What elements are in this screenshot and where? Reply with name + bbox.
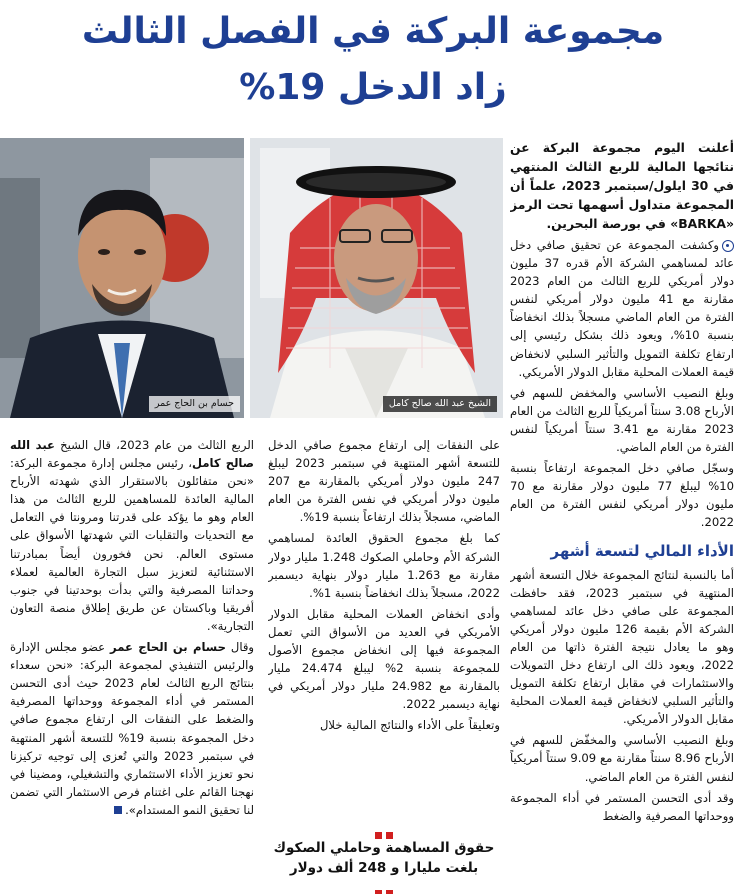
bullet-globe-icon	[722, 240, 734, 252]
paragraph-ceo-quote	[10, 638, 254, 819]
pull-quote-text	[268, 838, 500, 878]
paragraph-continuation: وقد أدى التحسن المستمر في أداء المجموعة ووحداتها المصرفية والضغط	[510, 790, 734, 823]
portrait-hussam-illustration	[0, 138, 244, 418]
paragraph-nine-months: أما بالنسبة لنتائج المجموعة خلال التسعة أشهر المنتهية في سبتمبر 2023، فقد حافظت المجموعة على صافي دخل عائد لمساهمي الشركة الأم بقيمة 126 مليون دولار أمريكي وهو ما يعادل نتيجة الفترة ذاتها من العام 2022، ويعود ذلك الى ارتفاع دخل التمويلات والاستثمارات في مقابل ارتفاع تكلفة التمويل والتأثير السلبي لانخفاض قيمة العملات المحلية مقابل الدولار الأمريكي.	[510, 567, 734, 727]
caption-sheikh: الشيخ عبد الله صالح كامل	[383, 396, 497, 412]
paragraph-total-assets: وأدى انخفاض العملات المحلية مقابل الدولار الأمريكي في العديد من الأسواق التي تعمل المجموعة فيها إلى انخفاض مجموع الأصول للمجموعة بنسبة 2% ليبلغ 24.474 مليار بالمقارنة مع 24.982 مليار دولار أمريكي في نهاية ديسمبر 2022.	[268, 606, 500, 712]
pull-quote-bottom-markers	[268, 882, 500, 894]
pull-quote-line-1: حقوق المساهمة وحاملي الصكوك	[273, 840, 495, 856]
chairman-name: عبد الله صالح كامل	[10, 438, 254, 471]
subheading-nine-months: الأداء المالي لتسعة أشهر	[550, 541, 734, 560]
photo-hussam-ben-haj-amor	[0, 138, 244, 418]
pull-quote-line-2: بلغت مليارا و 248 ألف دولار	[289, 860, 479, 876]
article-column-right	[510, 138, 734, 890]
portrait-sheikh-illustration	[250, 138, 503, 418]
chairman-quote-intro: الربع الثالث من عام 2023، قال الشيخ	[60, 438, 254, 452]
paragraph-commenting: وتعليقاً على الأداء والنتائج المالية خلال	[319, 718, 500, 733]
ceo-quote-text: عضو مجلس الإدارة والرئيس التنفيذي لمجموعة البركة: «نحن سعداء بنتائج الربع الثالث لعام 2023 حيث أدى التحسن المستمر في أداء المجموعة ووحداتها المصرفية والضغط على النفقات الى ارتفاع مجموع صافي دخل المجموعة بنسبة 19% للتسعة أشهر المنتهية في سبتمبر 2023 والتي تُعزى إلى توجيه تركيزنا نحو تعزيز الأداء الاستثماري والتشغيلي، ومضينا في نهجنا القائم على اغتنام فرص الاستثمار التي تضمن لنا تحقيق النمو المستدام».	[10, 640, 254, 817]
paragraph-equity-sukuk: كما بلغ مجموع الحقوق العائدة لمساهمي الشركة الأم وحاملي الصكوك 1.248 مليار دولار مقارنة مع 1.263 مليار دولار بنهاية ديسمبر 2022، مسجلاً بذلك انخفاضاً بنسبة 1%.	[268, 531, 500, 600]
paragraph-q3-net-income-text: وكشفت المجموعة عن تحقيق صافي دخل عائد لمساهمي الشركة الأم قدره 37 مليون دولار أمريكي للربع الثالث من العام 2023 مقارنة مع 41 مليون دولار أمريكي لنفس الفترة من العام الماضي مسجلاً بذلك انخفاضاً بنسبة 10%، ويعود ذلك بشكل رئيسي إلى ارتفاع تكلفة التمويل والتأثير السلبي لانخفاض قيمة العملات المحلية مقابل الدولار الأمريكي.	[510, 238, 734, 379]
article-lead: أعلنت اليوم مجموعة البركة عن نتائجها المالية للربع الثالث المنتهي في 30 ايلول/سبتمبر 2023، علماً أن المجموعة متداول أسهمها تحت الرمز «BARKA» في بورصة البحرين.	[510, 140, 734, 231]
paragraph-q3-net-income	[510, 236, 734, 381]
paragraph-q3-group-income: وسجّل صافي دخل المجموعة ارتفاعاً بنسبة 10% ليبلغ 77 مليون دولار مقارنة مع 70 مليون دولار أمريكي لنفس الفترة من العام 2022.	[510, 461, 734, 530]
paragraph-q3-eps: وبلغ النصيب الأساسي والمخفض للسهم في الأرباح 3.08 سنتاً أمريكياً للربع الثالث من العام 2023 مقارنة مع 3.41 سنتاً أمريكياً لنفس الفترة من العام الماضي.	[510, 385, 734, 455]
pull-quote	[268, 826, 500, 894]
paragraph-chairman-quote	[10, 436, 254, 635]
chairman-quote-text: ، رئيس مجلس إدارة مجموعة البركة: «نحن متفائلون بالاستقرار الذي شهدته الأرباح المالية العائدة للمساهمين للربع الثالث من هذا العام وهو ما يؤكد على قدرتنا ومرونتا في التعامل مع التحديات والتقلبات التي شهدتها الأسواق على مستوى العالم. نحن فخورون أيضاً بمبادرتنا الاستثنائية لتعزيز سبل التجارة العالمية لعملاء وحداتنا المصرفية والتي بدأت بوحدتينا في جنوب أفريقيا وباكستان عن طريق إطلاق منصة التعاون التجارية».	[10, 456, 254, 633]
ceo-name: حسام بن الحاج عمر	[110, 640, 226, 655]
article-column-left	[10, 436, 254, 888]
article-column-middle	[268, 436, 500, 826]
photo-sheikh-abdullah	[250, 138, 503, 418]
ceo-quote-intro: وقال	[230, 640, 254, 655]
paragraph-nine-months-net-income: على النفقات إلى ارتفاع مجموع صافي الدخل للتسعة أشهر المنتهية في سبتمبر 2023 ليبلغ 247 مليون دولار أمريكي بالمقارنة مع 207 مليون دولار أمريكي في نفس الفترة من العام الماضي، مسجلاً بذلك ارتفاعاً بنسبة 19%.	[268, 438, 500, 525]
end-of-article-marker	[114, 806, 122, 814]
caption-hussam: حسام بن الحاج عمر	[149, 396, 240, 412]
paragraph-nine-months-eps: وبلغ النصيب الأساسي والمخفّض للسهم في الأرباح 8.96 سنتاً مقارنة مع 9.09 سنتاً أمريكياً لنفس الفترة من العام الماضي.	[510, 733, 734, 784]
headline-line-1: مجموعة البركة في الفصل الثالث	[81, 11, 665, 52]
headline-line-2: زاد الدخل 19%	[239, 67, 507, 108]
